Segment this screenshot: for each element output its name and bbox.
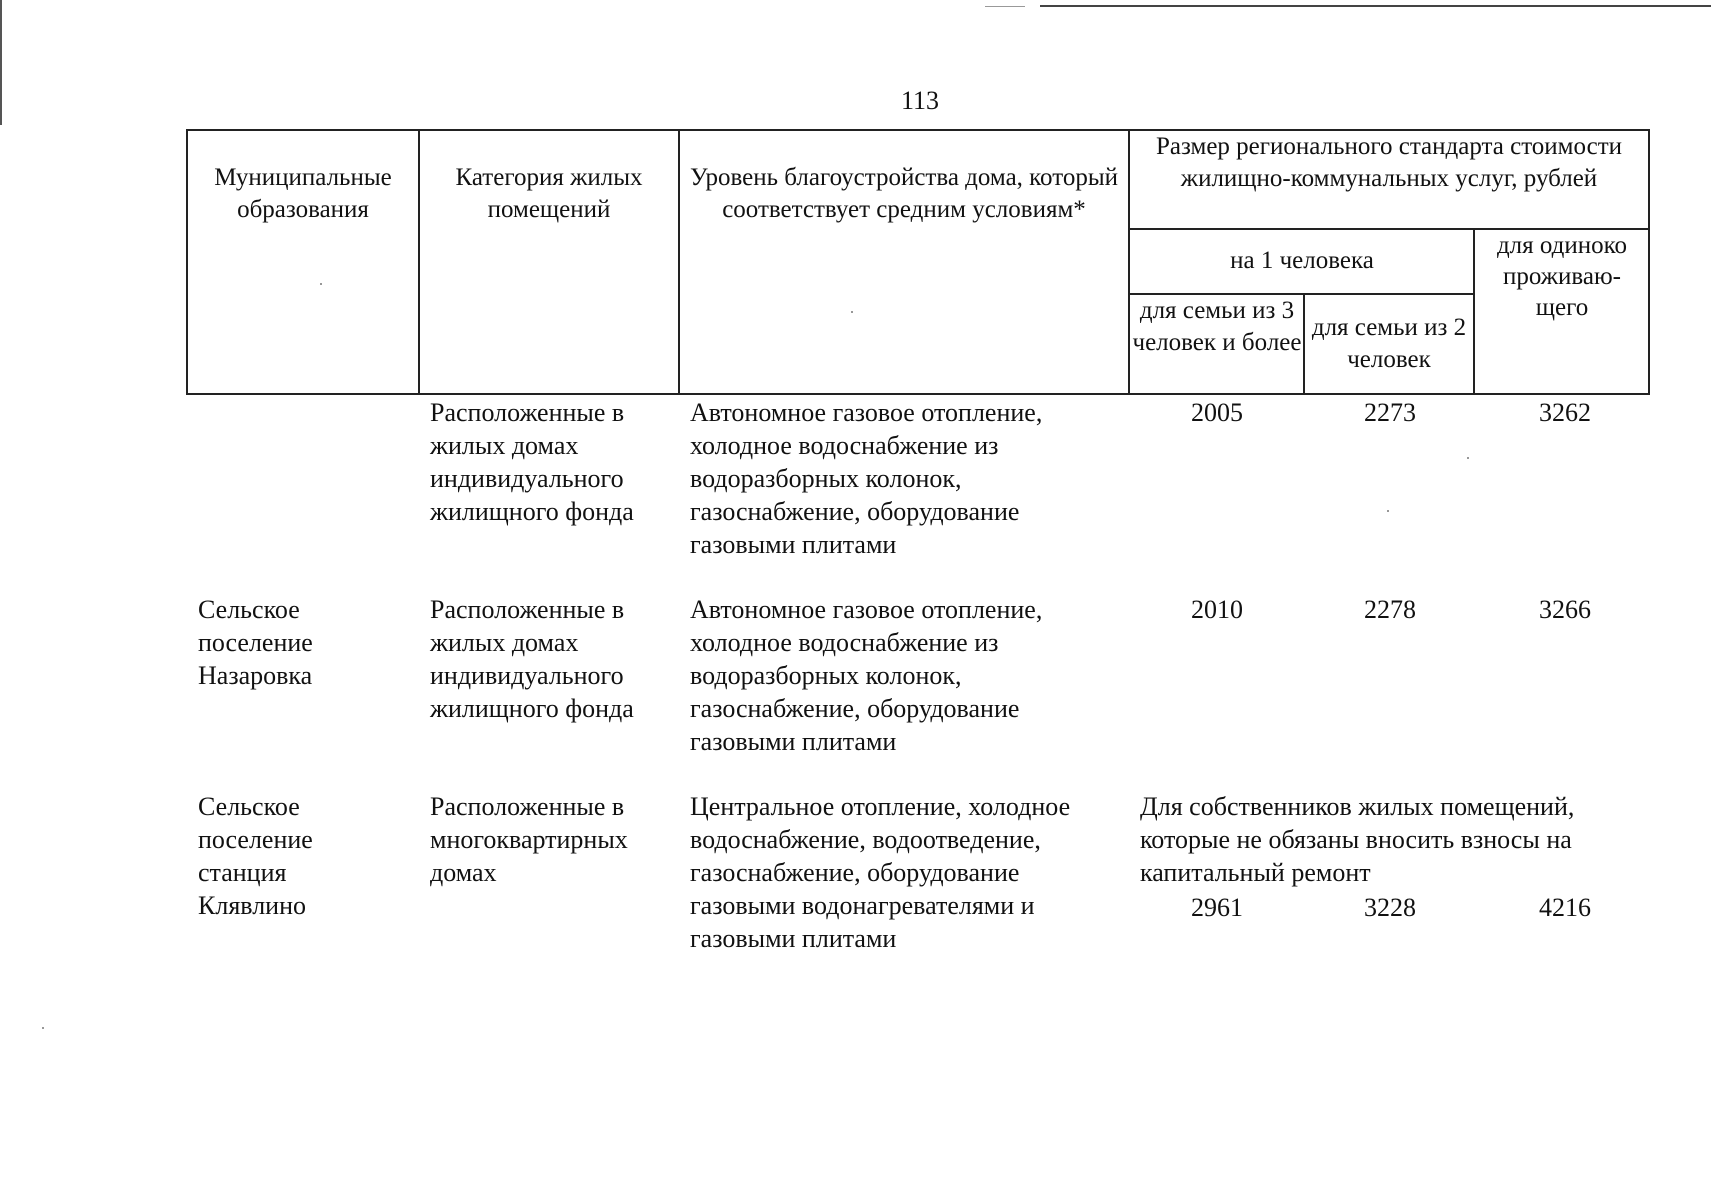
table-border (1128, 129, 1130, 395)
row3-municipality: Сельское поселение станция Клявлино (198, 792, 313, 920)
header-level: Уровень благоустройства дома, который соответствует средним условиям* (690, 164, 1118, 223)
row3-level: Центральное отопление, холодное водоснабжение, водоотведение, газоснабжение, оборудование газовыми водонагревателями и газовыми плитами (690, 792, 1071, 953)
table-border (1473, 228, 1475, 395)
row1-level: Автономное газовое отопление, холодное водоснабжение из водоразборных колонок, газоснабжение, оборудование газовыми плитами (690, 398, 1043, 559)
scan-edge-line (985, 6, 1025, 7)
row3-note: Для собственников жилых помещений, которые не обязаны вносить взносы на капитальный ремонт (1140, 792, 1575, 887)
table-header (186, 129, 1650, 395)
table-border (1648, 129, 1650, 395)
row1-category: Расположенные в жилых домах индивидуального жилищного фонда (430, 398, 634, 526)
table-border (678, 129, 680, 395)
row2-level: Автономное газовое отопление, холодное водоснабжение из водоразборных колонок, газоснабжение, оборудование газовыми плитами (690, 595, 1043, 756)
table-border (418, 129, 420, 395)
header-family3: для семьи из 3 человек и более (1132, 297, 1302, 356)
scan-speck (42, 1027, 44, 1029)
row2-single-value: 3266 (1539, 595, 1591, 624)
header-standard: Размер регионального стандарта стоимости жилищно-коммунальных услуг, рублей (1155, 133, 1623, 192)
scan-speck (1387, 510, 1389, 512)
header-single: для одиноко проживаю-щего (1496, 232, 1628, 321)
row1-family2-value: 2273 (1364, 398, 1416, 427)
row3-family3-value: 2961 (1191, 893, 1243, 922)
row3-category: Расположенные в многоквартирных домах (430, 792, 628, 887)
row2-family3-value: 2010 (1191, 595, 1243, 624)
table-border (186, 129, 188, 395)
table-border (186, 393, 1650, 395)
row2-municipality: Сельское поселение Назаровка (198, 595, 313, 690)
scan-speck (851, 311, 853, 313)
row1-single-value: 3262 (1539, 398, 1591, 427)
row2-family2-value: 2278 (1364, 595, 1416, 624)
page-number: 113 (900, 86, 940, 115)
scan-speck (320, 283, 322, 285)
row3-family2-value: 3228 (1364, 893, 1416, 922)
scan-edge-line (1040, 5, 1711, 7)
scan-speck (1467, 457, 1469, 459)
header-per-person: на 1 человека (1230, 247, 1374, 274)
table-border (1303, 293, 1305, 395)
row1-family3-value: 2005 (1191, 398, 1243, 427)
row3-single-value: 4216 (1539, 893, 1591, 922)
row2-category: Расположенные в жилых домах индивидуального жилищного фонда (430, 595, 634, 723)
header-family2: для семьи из 2 человек (1311, 314, 1467, 373)
header-category: Категория жилых помещений (455, 164, 643, 223)
scan-edge-line (0, 0, 2, 125)
header-municipal: Муниципальные образования (214, 164, 392, 223)
